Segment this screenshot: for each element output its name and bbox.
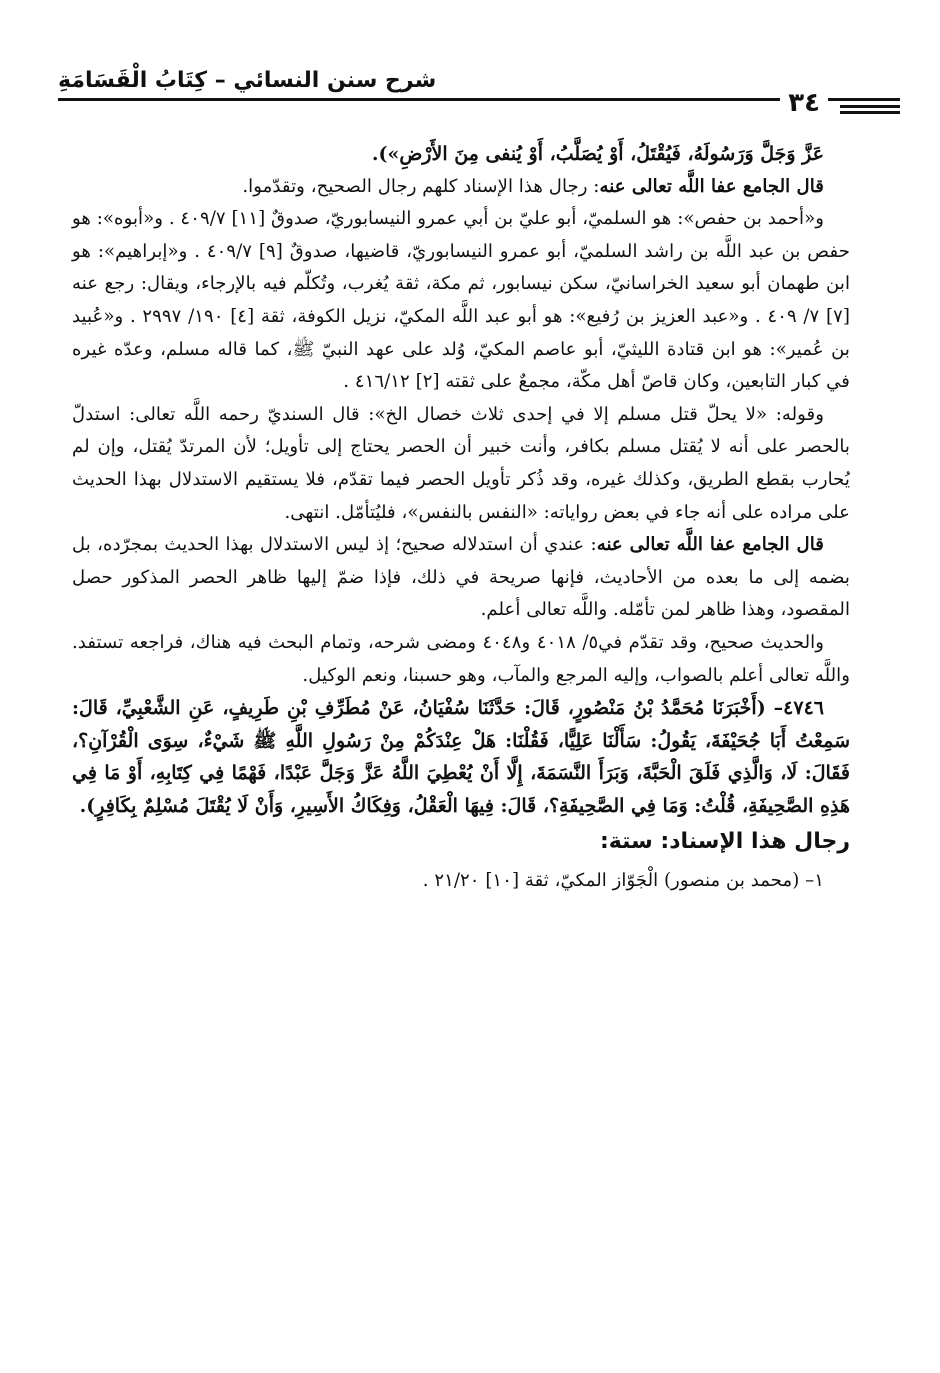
commentator-lead: قال الجامع عفا اللَّه تعالى عنه	[596, 534, 824, 556]
page-number: ٣٤	[780, 88, 828, 118]
sindi-quote-paragraph: وقوله: «لا يحلّ قتل مسلم إلا في إحدى ثلاث خصال الخ»: قال السنديّ رحمه اللَّه تعالى: استدلّ بالحصر على أنه لا يُقتل مسلم بكافر، وأنت خبير أن الحصر يحتاج إلى تأويل؛ لأن المرتدّ يُقتل، وإن لم يُحارب بقطع الطريق، وكذلك غيره، وقد ذُكر تأويل الحصر فيما تقدّم، فلا يستقيم الاستدلال بهذا الحديث على مراده على أنه جاء في بعض رواياته: «النفس بالنفس»، فليُتأمّل. انتهى.	[72, 403, 850, 523]
commentator-lead: قال الجامع عفا اللَّه تعالى عنه	[599, 175, 824, 197]
page-number-rule-lower	[840, 111, 900, 114]
commentary-text: : عندي أن استدلاله صحيح؛ إذ ليس الاستدلال بهذا الحديث بمجرّده، بل بضمه إلى ما بعده من الأحاديث، فإنها صريحة في ذلك، فإذا ضمّ إليها ظاهر الحصر المذكور حصل المقصود، وهذا ظاهر لمن تأمّله. واللَّه تعالى أعلم.	[72, 534, 850, 621]
hadith-status-paragraph: والحديث صحيح، وقد تقدّم في٥/ ٤٠١٨ و٤٠٤٨ ومضى شرحه، وتمام البحث فيه هناك، فراجعه تستفد. واللَّه تعالى أعلم بالصواب، وإليه المرجع والمآب، وهو حسبنا، ونعم الوكيل.	[72, 631, 850, 686]
verse-continuation: عَزَّ وَجَلَّ وَرَسُولَهُ، فَيُقْتَلُ، أَوْ يُصَلَّبُ، أَوْ يُنفى مِنَ الأَرْضِ»).	[371, 143, 824, 165]
page-header	[58, 58, 900, 128]
page-body	[72, 138, 850, 900]
narrator-entry: ١– (محمد بن منصور) الْجَوّاز المكيّ، ثقة [١٠] ٢١/٢٠ .	[422, 870, 824, 892]
narrators-paragraph: و«أحمد بن حفص»: هو السلميّ، أبو عليّ بن أبي عمرو النيسابوريّ، صدوقٌ [١١] ٤٠٩/٧ . و«أبوه»: هو حفص بن عبد اللَّه بن راشد السلميّ، أبو عمرو النيسابوريّ، قاضيها، صدوقٌ [٩] ٤٠٩/٧ . و«إبراهيم»: هو ابن طهمان أبو سعيد الخراسانيّ، سكن نيسابور، ثم مكة، ثقة يُغرب، وتُكلّم فيه بالإرجاء، ويقال: رجع عنه [٧] ٧/ ٤٠٩ . و«عبد العزيز بن رُفيع»: هو أبو عبد اللَّه المكيّ، نزيل الكوفة، ثقة [٤] ١٩٠/ ٢٩٩٧ . و«عُبيد بن عُمير»: هو ابن قتادة الليثيّ، أبو عاصم المكيّ، وُلد على عهد النبيّ ﷺ، كما قاله مسلم، وعدّه غيره في كبار التابعين، وكان قاصّ أهل مكّة، مجمعٌ على ثقته [٢] ٤١٦/١٢ .	[72, 208, 850, 393]
page-number-rule-upper	[840, 105, 900, 108]
commentary-text: : رجال هذا الإسناد كلهم رجال الصحيح، وتقدّموا.	[242, 175, 600, 197]
commentary-paragraph-2	[72, 529, 850, 627]
narrators-heading: رجال هذا الإسناد: ستة:	[600, 829, 850, 855]
commentary-paragraph-1	[72, 171, 850, 204]
header-rule	[58, 98, 900, 101]
hadith-text: ٤٧٤٦– (أَخْبَرَنَا مُحَمَّدُ بْنُ مَنْصُورٍ، قَالَ: حَدَّثَنَا سُفْيَانُ، عَنْ مُطَرِّفِ بْنِ طَرِيفٍ، عَنِ الشَّعْبِيِّ، قَالَ: سَمِعْتُ أَبَا جُحَيْفَةَ، يَقُولُ: سَأَلْنَا عَلِيًّا، فَقُلْنَا: هَلْ عِنْدَكُمْ مِنْ رَسُولِ اللَّهِ ﷺ شَيْءٌ، سِوَى الْقُرْآنِ؟، فَقَالَ: لَا، وَالَّذِي فَلَقَ الْحَبَّةَ، وَبَرَأَ النَّسَمَةَ، إِلَّا أَنْ يُعْطِيَ اللَّهُ عَزَّ وَجَلَّ عَبْدًا، فَهْمًا فِي كِتَابِهِ، أَوْ مَا فِي هَذِهِ الصَّحِيفَةِ، قُلْتُ: وَمَا فِي الصَّحِيفَةِ؟، قَالَ: فِيهَا الْعَقْلُ، وَفِكَاكُ الأَسِيرِ، وَأَنْ لَا يُقْتَلَ مُسْلِمٌ بِكَافِرٍ).	[72, 697, 850, 817]
running-title: شرح سنن النسائي – كِتَابُ الْقَسَامَةِ	[58, 68, 437, 93]
